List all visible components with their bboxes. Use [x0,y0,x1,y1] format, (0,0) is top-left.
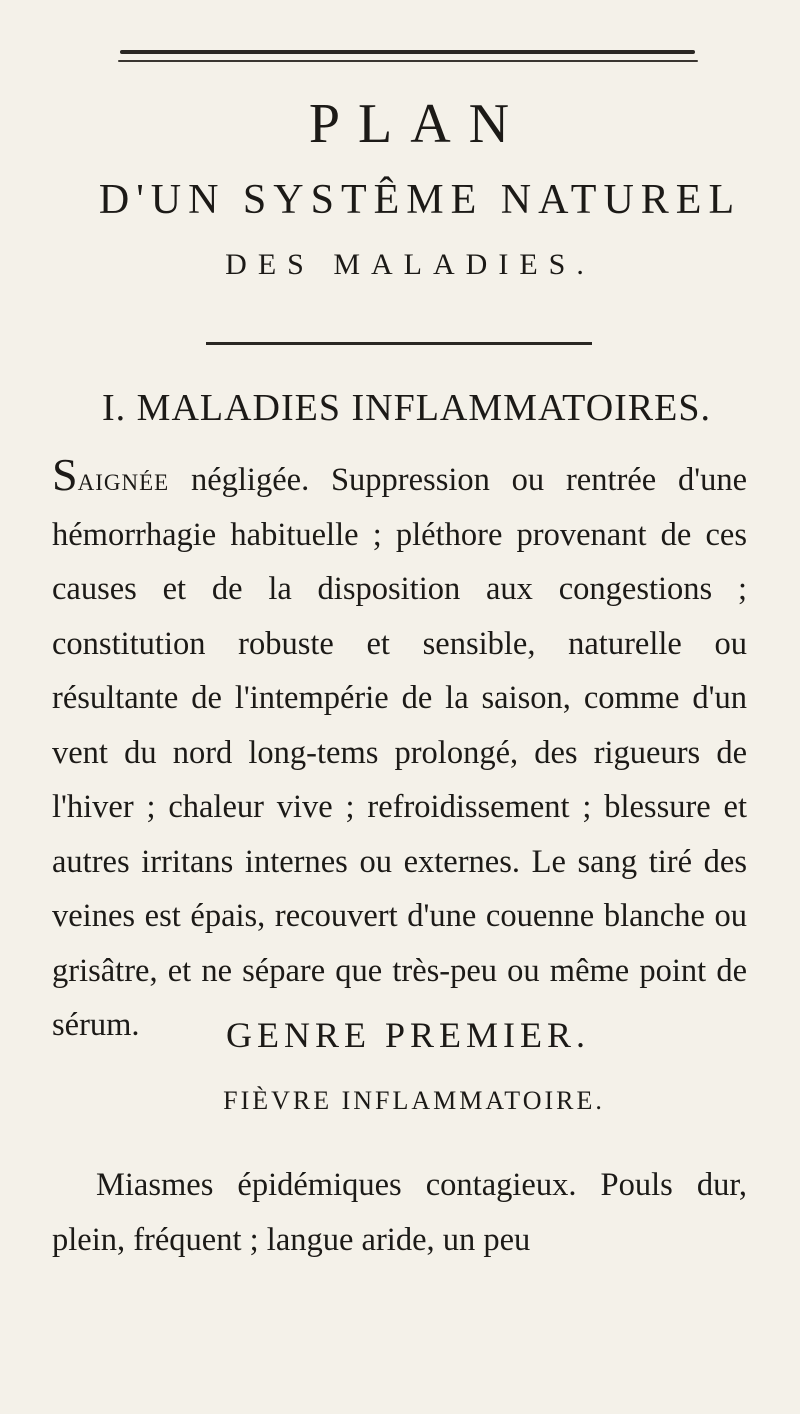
genre-subheading: FIÈVRE INFLAMMATOIRE. [223,1086,605,1115]
top-thick-rule [120,50,695,54]
drop-cap: S [52,449,78,500]
page-subtitle: D'UN SYSTÊME NATUREL [98,177,742,223]
section-divider [206,342,592,345]
small-caps-word: aignée [77,462,170,498]
top-thin-rule [118,60,698,62]
genre-heading: GENRE PREMIER. [225,1015,590,1055]
page-title: PLAN [308,93,528,155]
paragraph-text: négligée. Suppression ou rentrée d'une hémorrhagie habituelle ; pléthore provenant de ces causes et de la disposition aux congestions ; constitution robuste et sensible, naturelle ou résultante de l'intempérie de la saison, comme d'un vent du nord long-tems prolongé, des rigueurs de l'hiver ; chaleur vive ; refroidissement ; blessure et autres irritans internes ou externes. Le sang tiré des veines est épais, recouvert d'une couenne blanche ou grisâtre, et ne sépare que très-peu ou même point de sérum. [52,462,747,1043]
page-subtitle-secondary: DES MALADIES. [225,248,595,281]
genre-paragraph: Miasmes épidémiques contagieux. Pouls dur, plein, fréquent ; langue aride, un peu [52,1167,747,1258]
section-paragraph [52,448,747,1053]
section-heading: I. MALADIES INFLAMMATOIRES. [102,387,711,429]
